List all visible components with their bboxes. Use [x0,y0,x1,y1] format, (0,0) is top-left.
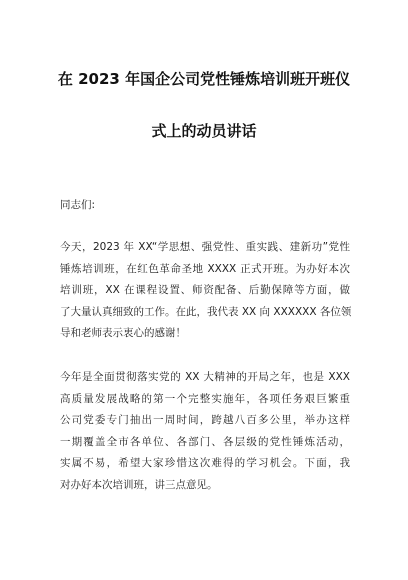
document-title-line-1: 在 2023 年国企公司党性锤炼培训班开班仪 [57,70,351,88]
paragraph-line: 实属不易，希望大家珍惜这次难得的学习机会。下面，我 [60,457,350,469]
paragraph-line: 一期覆盖全市各单位、各部门、各层级的党性锤炼活动， [60,435,350,448]
paragraph-2 [60,367,350,496]
paragraph-line: 导和老师表示衷心的感谢！ [60,327,186,339]
paragraph-line: 了大量认真细致的工作。在此，我代表 XX 向 XXXXXX 各位领 [60,305,352,318]
paragraph-line: 今天，2023 年 XX“学思想、强党性、重实践、建新功”党性 [60,241,350,253]
paragraph-line: 公司党委专门抽出一周时间，跨越八百多公里，举办这样 [60,414,350,426]
salutation: 同志们: [60,199,96,211]
paragraph-line: 锤炼培训班，在红色革命圣地 XXXX 正式开班。为办好本次 [60,262,350,275]
paragraph-line: 高质量发展战略的第一个完整实施年，各项任务艰巨繁重 [60,392,350,405]
document-title-line-2: 式上的动员讲话 [151,122,257,140]
paragraph-line: 对办好本次培训班，讲三点意见。 [60,478,218,491]
paragraph-1 [60,237,350,345]
paragraph-line: 培训班，XX 在课程设置、师资配备、后勤保障等方面，做 [60,284,350,296]
paragraph-line: 今年是全面贯彻落实党的 XX 大精神的开局之年，也是 XXX [60,371,350,383]
